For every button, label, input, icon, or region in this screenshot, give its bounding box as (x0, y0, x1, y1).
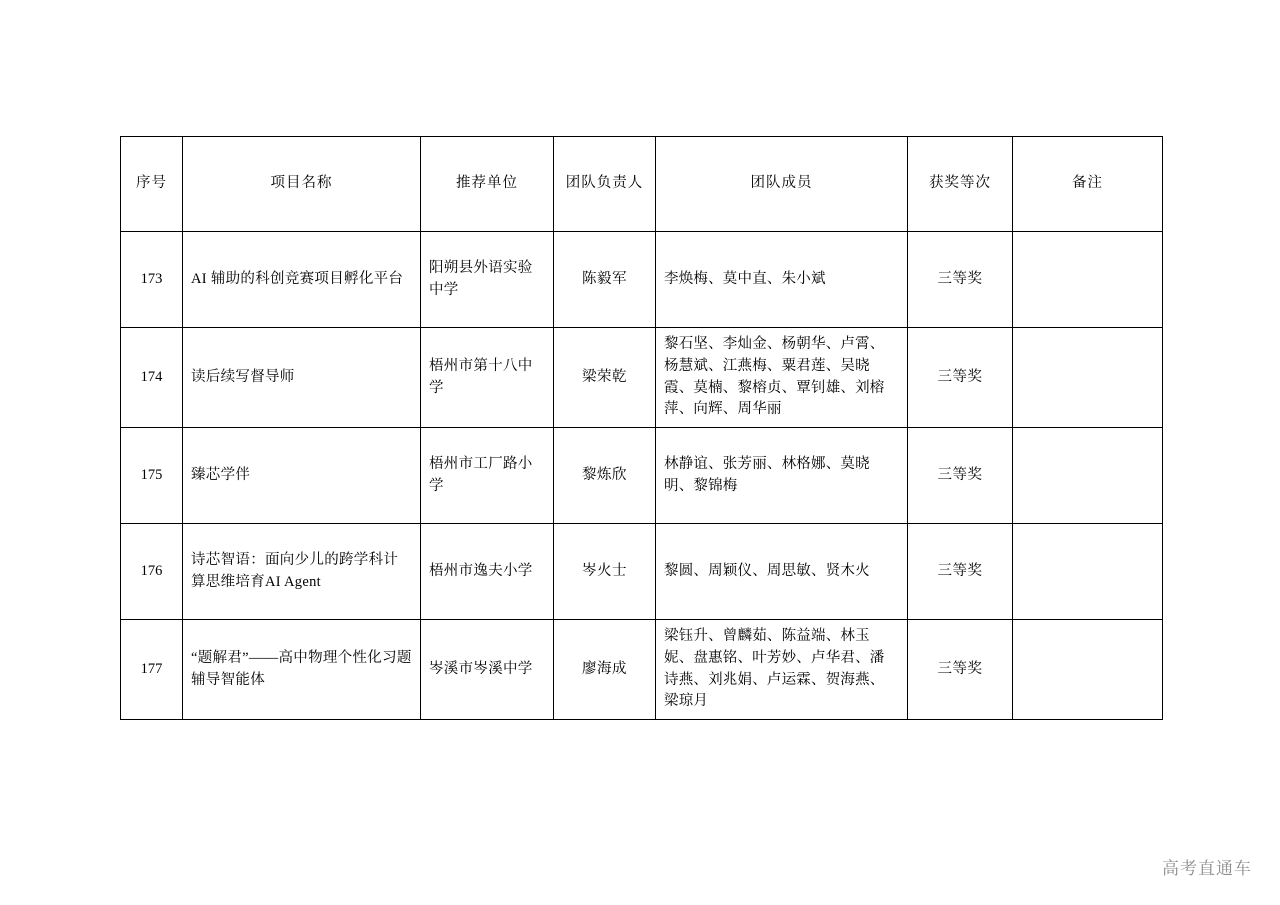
cell-recommending-unit: 阳朔县外语实验中学 (421, 232, 554, 328)
cell-no: 176 (121, 524, 183, 620)
cell-no: 175 (121, 428, 183, 524)
column-header-recommending-unit: 推荐单位 (421, 137, 554, 232)
cell-project-name: “题解君”——高中物理个性化习题辅导智能体 (183, 620, 421, 720)
cell-award-level: 三等奖 (908, 620, 1013, 720)
cell-team-leader: 陈毅军 (554, 232, 656, 328)
cell-award-level: 三等奖 (908, 328, 1013, 428)
cell-team-members: 李焕梅、莫中直、朱小斌 (656, 232, 908, 328)
table-header-row (121, 137, 1163, 232)
cell-team-leader: 廖海成 (554, 620, 656, 720)
cell-team-leader: 岑火士 (554, 524, 656, 620)
cell-no: 177 (121, 620, 183, 720)
column-header-project-name: 项目名称 (183, 137, 421, 232)
cell-team-members: 林静谊、张芳丽、林格娜、莫晓明、黎锦梅 (656, 428, 908, 524)
table-row (121, 328, 1163, 428)
cell-project-name: AI 辅助的科创竞赛项目孵化平台 (183, 232, 421, 328)
cell-award-level: 三等奖 (908, 428, 1013, 524)
column-header-remark: 备注 (1013, 137, 1163, 232)
column-header-team-leader: 团队负责人 (554, 137, 656, 232)
cell-team-members: 黎石坚、李灿金、杨朝华、卢霄、杨慧斌、江燕梅、粟君莲、吴晓霞、莫楠、黎榕贞、覃钊雄、刘榕萍、向辉、周华丽 (656, 328, 908, 428)
cell-remark (1013, 620, 1163, 720)
table-row (121, 428, 1163, 524)
cell-project-name: 读后续写督导师 (183, 328, 421, 428)
cell-remark (1013, 328, 1163, 428)
cell-team-members: 梁钰升、曾麟茹、陈益端、林玉妮、盘惠铭、叶芳妙、卢华君、潘诗燕、刘兆娟、卢运霖、贺海燕、梁琼月 (656, 620, 908, 720)
cell-recommending-unit: 梧州市第十八中学 (421, 328, 554, 428)
cell-project-name: 诗芯智语：面向少儿的跨学科计算思维培育AI Agent (183, 524, 421, 620)
column-header-team-members: 团队成员 (656, 137, 908, 232)
table-row (121, 620, 1163, 720)
cell-remark (1013, 524, 1163, 620)
award-list-table (120, 136, 1163, 720)
table-row (121, 524, 1163, 620)
cell-team-leader: 黎炼欣 (554, 428, 656, 524)
cell-no: 174 (121, 328, 183, 428)
table-row (121, 232, 1163, 328)
cell-no: 173 (121, 232, 183, 328)
cell-team-leader: 梁荣乾 (554, 328, 656, 428)
watermark: 高考直通车 (1162, 859, 1252, 878)
cell-remark (1013, 428, 1163, 524)
cell-remark (1013, 232, 1163, 328)
cell-award-level: 三等奖 (908, 232, 1013, 328)
cell-recommending-unit: 岑溪市岑溪中学 (421, 620, 554, 720)
cell-project-name: 臻芯学伴 (183, 428, 421, 524)
column-header-no: 序号 (121, 137, 183, 232)
cell-recommending-unit: 梧州市逸夫小学 (421, 524, 554, 620)
cell-award-level: 三等奖 (908, 524, 1013, 620)
table-header (121, 137, 1163, 232)
cell-recommending-unit: 梧州市工厂路小学 (421, 428, 554, 524)
table-body (121, 232, 1163, 720)
column-header-award-level: 获奖等次 (908, 137, 1013, 232)
cell-team-members: 黎圆、周颖仪、周思敏、贤木火 (656, 524, 908, 620)
